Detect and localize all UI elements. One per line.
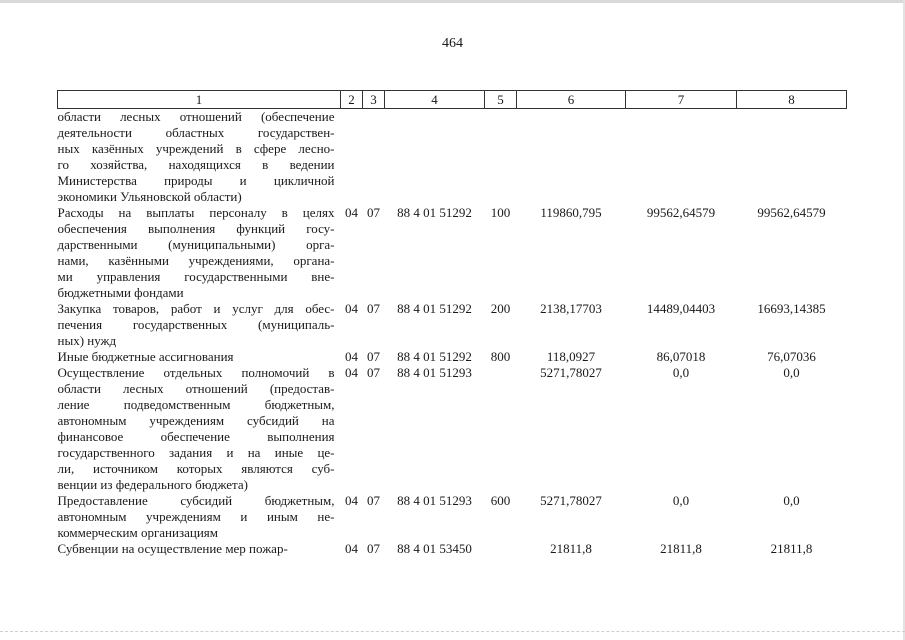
header-col-8: 8 bbox=[737, 91, 847, 109]
description-line: Предоставление субсидий бюджетным, bbox=[57, 493, 335, 508]
description-line: ли, источником которых являются суб- bbox=[57, 461, 335, 476]
scan-edge-top bbox=[0, 0, 905, 3]
budget-table bbox=[57, 90, 847, 557]
description-line: деятельности областных государствен- bbox=[57, 125, 335, 140]
amount-col-8: 0,0 bbox=[783, 493, 800, 508]
amount-col-8 bbox=[737, 109, 847, 206]
target-article-code: 88 4 01 51292 bbox=[397, 301, 472, 316]
table-row bbox=[58, 205, 847, 301]
section-code: 04 bbox=[345, 493, 358, 508]
amount-col-7: 99562,64579 bbox=[646, 205, 716, 220]
amount-col-8: 0,0 bbox=[783, 365, 800, 380]
table-row bbox=[58, 349, 847, 365]
amount-col-7: 86,07018 bbox=[656, 349, 706, 364]
header-col-7: 7 bbox=[626, 91, 737, 109]
header-col-4: 4 bbox=[385, 91, 485, 109]
header-col-1: 1 bbox=[58, 91, 341, 109]
description-line: венции из федерального бюджета) bbox=[57, 477, 248, 492]
row-description bbox=[58, 205, 341, 301]
subsection-code: 07 bbox=[367, 205, 380, 220]
header-col-3: 3 bbox=[363, 91, 385, 109]
page-number: 464 bbox=[442, 36, 463, 51]
description-line: нами, казёнными учреждениями, органа- bbox=[57, 253, 335, 268]
target-article-code: 88 4 01 51293 bbox=[397, 493, 472, 508]
description-line: ление подведомственным бюджетным, bbox=[57, 397, 335, 412]
target-article-code: 88 4 01 53450 bbox=[397, 541, 472, 556]
expense-type-code: 800 bbox=[490, 349, 511, 364]
amount-col-6: 21811,8 bbox=[550, 541, 592, 556]
description-line: Осуществление отдельных полномочий в bbox=[57, 365, 335, 380]
header-col-5: 5 bbox=[485, 91, 517, 109]
amount-col-7: 21811,8 bbox=[660, 541, 702, 556]
description-line: Субвенции на осуществление мер пожар- bbox=[57, 541, 288, 556]
description-line: Иные бюджетные ассигнования bbox=[57, 349, 234, 364]
section-code: 04 bbox=[345, 349, 358, 364]
target-article-code: 88 4 01 51292 bbox=[397, 205, 472, 220]
description-line: экономики Ульяновской области) bbox=[57, 189, 242, 204]
amount-col-7 bbox=[626, 109, 737, 206]
amount-col-8: 16693,14385 bbox=[757, 301, 826, 316]
row-description bbox=[58, 365, 341, 493]
expense-type-code bbox=[485, 365, 517, 493]
amount-col-8: 21811,8 bbox=[770, 541, 813, 556]
description-line: обеспечения выполнения функций госу- bbox=[57, 221, 335, 236]
subsection-code: 07 bbox=[367, 493, 380, 508]
header-row bbox=[58, 91, 847, 109]
subsection-code bbox=[363, 109, 385, 206]
row-description bbox=[58, 109, 341, 206]
description-line: коммерческим организациям bbox=[57, 525, 219, 540]
section-code: 04 bbox=[345, 365, 358, 380]
description-line: области лесных отношений (обеспечение bbox=[57, 109, 335, 124]
section-code: 04 bbox=[345, 205, 358, 220]
table-body bbox=[58, 109, 847, 558]
amount-col-8: 76,07036 bbox=[767, 349, 816, 364]
subsection-code: 07 bbox=[367, 365, 380, 380]
row-description bbox=[58, 493, 341, 541]
table-row bbox=[58, 541, 847, 557]
row-description bbox=[58, 301, 341, 349]
subsection-code: 07 bbox=[367, 541, 380, 556]
subsection-code: 07 bbox=[367, 301, 380, 316]
description-line: Расходы на выплаты персоналу в целях bbox=[57, 205, 335, 220]
target-article-code bbox=[385, 109, 485, 206]
expense-type-code bbox=[485, 541, 517, 557]
row-description bbox=[58, 541, 341, 557]
amount-col-6: 2138,17703 bbox=[540, 301, 602, 316]
description-line: ми управления государственными вне- bbox=[57, 269, 335, 284]
amount-col-7: 0,0 bbox=[672, 365, 690, 380]
target-article-code: 88 4 01 51292 bbox=[397, 349, 472, 364]
section-code: 04 bbox=[345, 301, 358, 316]
scan-edge-bottom bbox=[0, 631, 905, 632]
description-line: ных казённых учреждений в сфере лесно- bbox=[57, 141, 335, 156]
description-line: государственного задания и на иные це- bbox=[57, 445, 335, 460]
amount-col-7: 0,0 bbox=[672, 493, 690, 508]
description-line: бюджетными фондами bbox=[57, 285, 184, 300]
amount-col-6 bbox=[517, 109, 626, 206]
description-line: го хозяйства, находящихся в ведении bbox=[57, 157, 335, 172]
target-article-code: 88 4 01 51293 bbox=[397, 365, 472, 380]
table-row bbox=[58, 301, 847, 349]
description-line: автономным учреждениям и иным не- bbox=[57, 509, 335, 524]
description-line: Министерства природы и цикличной bbox=[57, 173, 335, 188]
expense-type-code: 100 bbox=[490, 205, 511, 220]
section-code: 04 bbox=[345, 541, 358, 556]
expense-type-code bbox=[485, 109, 517, 206]
description-line: автономным учреждениям субсидий на bbox=[57, 413, 335, 428]
table-row bbox=[58, 493, 847, 541]
subsection-code: 07 bbox=[367, 349, 380, 364]
amount-col-6: 5271,78027 bbox=[540, 365, 602, 380]
amount-col-6: 118,0927 bbox=[546, 349, 596, 364]
section-code bbox=[341, 109, 363, 206]
table-row bbox=[58, 109, 847, 206]
description-line: области лесных отношений (предостав- bbox=[57, 381, 335, 396]
expense-type-code: 200 bbox=[490, 301, 511, 316]
amount-col-7: 14489,04403 bbox=[646, 301, 716, 316]
description-line: Закупка товаров, работ и услуг для обес- bbox=[57, 301, 335, 316]
description-line: дарственными (муниципальными) орга- bbox=[57, 237, 335, 252]
description-line: ных) нужд bbox=[57, 333, 117, 348]
expense-type-code: 600 bbox=[490, 493, 511, 508]
amount-col-6: 119860,795 bbox=[540, 205, 602, 220]
amount-col-6: 5271,78027 bbox=[540, 493, 602, 508]
header-col-2: 2 bbox=[341, 91, 363, 109]
header-col-6: 6 bbox=[517, 91, 626, 109]
description-line: печения государственных (муниципаль- bbox=[57, 317, 335, 332]
description-line: финансовое обеспечение выполнения bbox=[57, 429, 335, 444]
row-description bbox=[58, 349, 341, 365]
table-row bbox=[58, 365, 847, 493]
amount-col-8: 99562,64579 bbox=[757, 205, 826, 220]
